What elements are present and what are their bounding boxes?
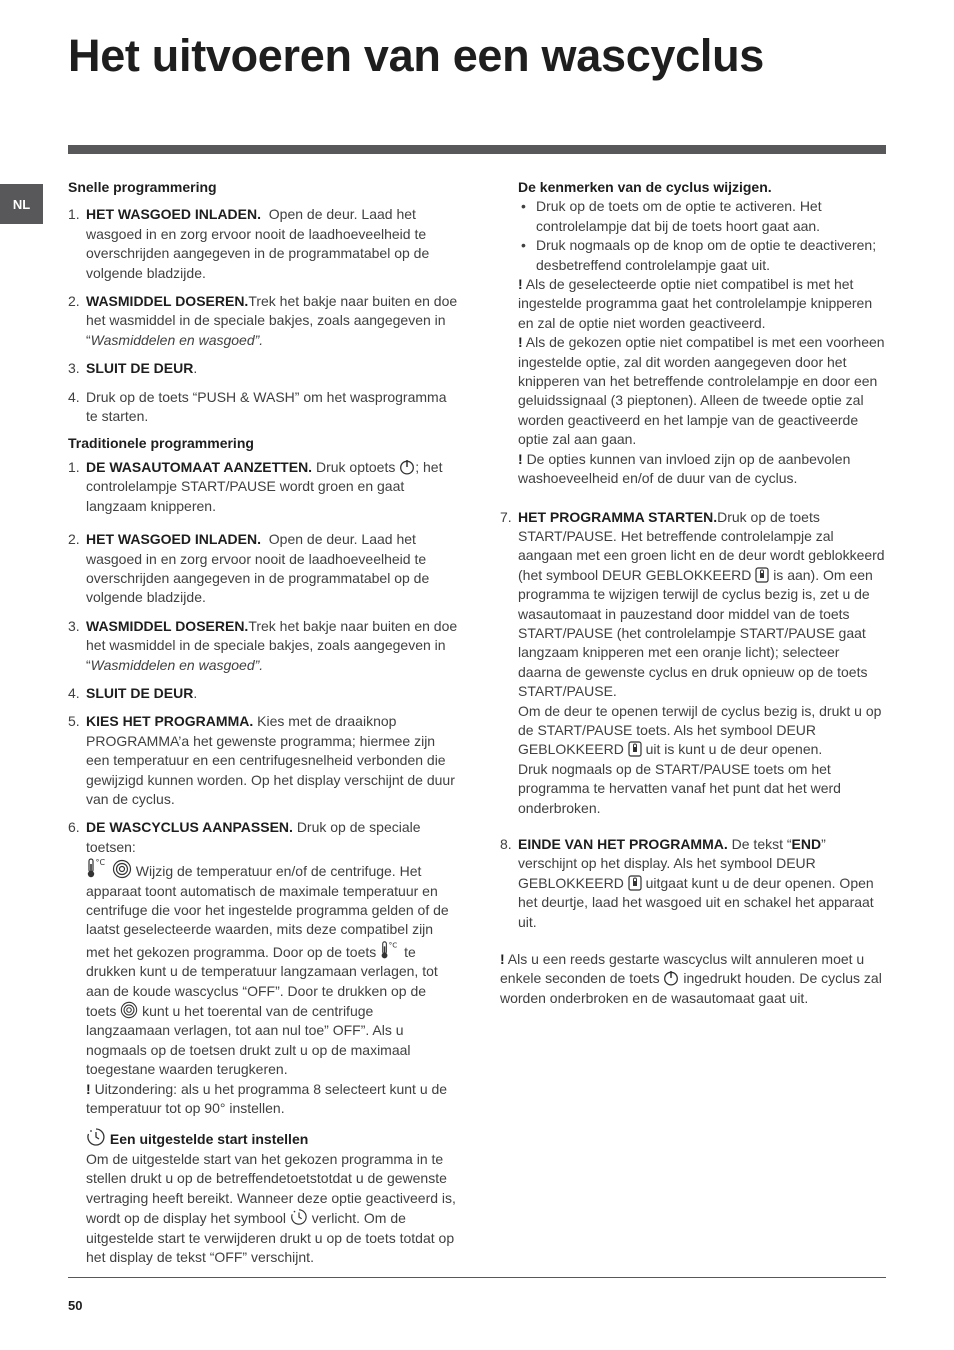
step-text: kunt u het toerental van de centrifuge langzaamaan verlagen, tot aan nul toe” OFF”. Als u nogmaals op de toetsen drukt zult u op de maximaal toegestane waarden terugkeren. — [86, 1003, 411, 1078]
door-lock-icon — [628, 741, 642, 757]
list-item — [68, 388, 458, 427]
temperature-icon — [380, 940, 400, 960]
step-key: DE WASCYCLUS AANPASSEN. — [86, 819, 293, 836]
delay-timer-icon — [290, 1208, 308, 1226]
step-number: 2. — [68, 293, 80, 310]
delayed-start-heading: Een uitgestelde start instellen — [109, 1131, 309, 1148]
bullet-text: Druk nogmaals op de knop om de optie te deactiveren; desbetreffend controlelampje gaat uit. — [536, 237, 877, 273]
step-text: Druk op de speciale toetsen: — [86, 819, 421, 855]
step-text: Uitzondering: als u het programma 8 selecteert kunt u de temperatuur tot op 90° instellen. — [86, 1080, 448, 1117]
warning-mark: ! — [518, 334, 523, 351]
step-text: Druk optoets — [315, 458, 396, 475]
delayed-start-text: Om de uitgestelde start van het gekozen programma in te stellen drukt u op de betreffendetoetstotdat u de gewenste vertraging heeft bereikt. Wanneer deze optie geactiveerd is, wordt op de display het symbool — [86, 1150, 456, 1227]
step-text: Open de deur. Laad het wasgoed in en zorg ervoor nooit de laadhoeveelheid te overschrijden aangegeven in de programmatabel op de volgende bladzijde. — [86, 206, 430, 281]
step-key: WASMIDDEL DOSEREN. — [86, 617, 249, 634]
warning-note — [518, 333, 886, 449]
step-text: uitgaat kunt u de deur openen. Open het deurtje, laad het wasgoed uit en schakel het apparaat uit. — [518, 874, 874, 930]
step-text: ” verschijnt op het display. Als het symbool DEUR GEBLOKKEERD — [518, 836, 826, 891]
step-text: ; het controlelampje START/PAUSE wordt groen en gaat langzaam knipperen. — [86, 458, 443, 514]
step-text: Open de deur. Laad het wasgoed in en zorg ervoor nooit de laadhoeveelheid te overschrijden aangegeven in de programmatabel op de volgende bladzijde. — [86, 531, 430, 606]
step-number: 1. — [68, 458, 80, 475]
warning-text: Als de geselecteerde optie niet compatibel is met het ingestelde programma gaat het controlelampje knipperen en zal de optie niet worden geactiveerd. — [518, 276, 873, 331]
step-text: Om de deur te openen terwijl de cyclus bezig is, drukt u op de START/PAUSE toets. Als het symbool DEUR GEBLOKKEERD — [518, 702, 882, 758]
list-item — [68, 818, 458, 1118]
end-text: END — [791, 836, 822, 852]
step-key: SLUIT DE DEUR — [86, 360, 194, 377]
list-item — [518, 236, 886, 275]
step-text: De tekst “ — [731, 836, 792, 852]
power-icon — [399, 459, 415, 475]
list-item — [68, 292, 458, 350]
step-text: te drukken kunt u de temperatuur langzamaan verlagen, tot aan de koude wascyclus “OFF”. Door te drukken op de toets — [86, 943, 438, 1020]
step-key: SLUIT DE DEUR — [86, 684, 194, 701]
list-item — [68, 359, 458, 378]
quick-programming-heading: Snelle programmering — [68, 179, 217, 195]
step-text: Trek het bakje naar buiten en doe het wasmiddel in de speciale bakjes, zoals aangegeven in “ — [86, 293, 458, 348]
step-key: HET WASGOED INLADEN. — [86, 531, 262, 548]
step-number: 1. — [68, 206, 80, 223]
right-steps-list — [500, 508, 886, 933]
step-key: DE WASAUTOMAAT AANZETTEN. — [86, 458, 313, 475]
list-item — [500, 508, 886, 819]
step-text: uit is kunt u de deur openen. — [645, 741, 823, 758]
warning-text: Als de gekozen optie niet compatibel is met een voorheen ingestelde optie, zal dit worden aangegeven door het knipperen van het betreffende controlelampje en door een geluidssignaal (3 pieptonen). Alleen de tweede optie zal worden geactiveerd en het lampje van de geactiveerde optie zal aan gaan. — [518, 334, 885, 448]
spin-icon — [120, 1001, 138, 1019]
warning-note — [518, 275, 886, 333]
step-reference: Wasmiddelen en wasgoed”. — [90, 656, 264, 673]
list-item — [68, 617, 458, 675]
page-number: 50 — [68, 1298, 83, 1313]
step-number: 3. — [68, 617, 80, 634]
list-item — [68, 530, 458, 608]
step-text: Druk nogmaals op de START/PAUSE toets om het programma te hervatten vanaf het punt dat het werd onderbroken. — [518, 760, 841, 816]
list-item — [518, 197, 886, 236]
step-text: Kies met de draaiknop PROGRAMMA’a het gewenste programma; hiermee zijn een temperatuur en een centrifugesnelheid verbonden die gewijzigd kunnen worden. Op het display verschijnt de duur van de cyclus. — [86, 713, 455, 807]
bullet: • — [521, 198, 526, 215]
delay-timer-icon — [86, 1127, 106, 1147]
left-column — [68, 178, 458, 1267]
step-reference: Wasmiddelen en wasgoed”. — [90, 331, 264, 348]
warning-note — [518, 450, 886, 489]
list-item — [500, 835, 886, 932]
spin-icon — [112, 859, 132, 879]
list-item — [68, 205, 458, 283]
warning-mark: ! — [500, 951, 505, 968]
warning-text: De opties kunnen van invloed zijn op de aanbevolen washoeveelheid en/of de duur van de cyclus. — [518, 450, 851, 487]
options-section — [500, 178, 886, 489]
list-item — [68, 458, 458, 516]
step-number: 4. — [68, 684, 80, 701]
title-divider-bar — [68, 145, 886, 154]
bullet: • — [521, 237, 526, 254]
step-text: . — [193, 684, 198, 701]
step-key: WASMIDDEL DOSEREN. — [86, 293, 249, 310]
step-key: KIES HET PROGRAMMA. — [86, 713, 254, 730]
delayed-start-text: verlicht. Om de uitgestelde start te verwijderen drukt u op de toets totdat op het display de tekst “OFF” verschijnt. — [86, 1210, 455, 1265]
power-icon — [663, 970, 679, 986]
warning-mark: ! — [518, 450, 523, 467]
list-item — [68, 712, 458, 809]
options-bullet-list — [518, 197, 886, 275]
step-key: HET WASGOED INLADEN. — [86, 206, 262, 223]
step-text: Druk op de toets START/PAUSE. Het betreffende controlelampje zal aangaan met een groen licht en de deur wordt geblokkeerd (het symbool DEUR GEBLOKKEERD — [518, 508, 885, 583]
step-text: Druk op de toets “PUSH & WASH” om het wasprogramma te starten. — [86, 388, 447, 425]
footer-divider — [68, 1277, 886, 1278]
step-key: HET PROGRAMMA STARTEN. — [518, 508, 718, 525]
step-key: EINDE VAN HET PROGRAMMA. — [518, 836, 728, 852]
step-text: is aan). Om een programma te wijzigen terwijl de cyclus bezig is, zet u de wasautomaat in pauzestand door middel van de toets START/PAUSE (het controlelampje START/PAUSE gaat langzaam knipperen met een oranje licht); selecteer daarna de gewenste cyclus en druk opnieuw op de toets START/PAUSE. — [518, 566, 873, 700]
step-number: 5. — [68, 713, 80, 730]
delayed-start-section — [68, 1127, 458, 1267]
step-text: Wijzig de temperatuur en/of de centrifuge. Het apparaat toont automatisch de maximale temperatuur en centrifuge die voor het ingestelde programma gelden of de laatst geselecteerde waarden, mits deze compatibel zijn met het gekozen programma. Door op de toets — [86, 863, 449, 960]
svg-text:°C: °C — [95, 858, 106, 868]
traditional-steps-list — [68, 458, 458, 1119]
temperature-icon — [86, 857, 108, 879]
delayed-start-heading-row — [86, 1127, 458, 1149]
cancel-text: Als u een reeds gestarte wascyclus wilt annuleren moet u enkele seconden de toets — [500, 951, 865, 987]
options-heading: De kenmerken van de cyclus wijzigen. — [518, 179, 772, 195]
step-number: 4. — [68, 388, 80, 405]
right-column — [500, 178, 886, 1008]
step-number: 3. — [68, 360, 80, 377]
warning-mark: ! — [86, 1080, 91, 1097]
traditional-programming-heading: Traditionele programmering — [68, 435, 254, 452]
warning-mark: ! — [518, 276, 523, 293]
cancel-note — [500, 950, 886, 1008]
quick-steps-list — [68, 205, 458, 426]
svg-text:°C: °C — [388, 940, 398, 950]
step-number: 8. — [500, 836, 512, 852]
step-text: Trek het bakje naar buiten en doe het wasmiddel in de speciale bakjes, zoals aangegeven in “ — [86, 617, 458, 673]
door-lock-icon — [755, 567, 769, 583]
step-number: 2. — [68, 531, 80, 548]
bullet-text: Druk op de toets om de optie te activeren. Het controlelampje dat bij de toets hoort gaat aan. — [536, 198, 822, 234]
step-text: . — [193, 360, 198, 377]
step-number: 7. — [500, 508, 512, 525]
door-lock-icon — [628, 875, 642, 891]
page-title: Het uitvoeren van een wascyclus — [68, 30, 765, 81]
cancel-text: ingedrukt houden. De cyclus zal worden onderbroken en de wasautomaat gaat uit. — [500, 970, 882, 1006]
list-item — [68, 684, 458, 703]
step-number: 6. — [68, 819, 80, 836]
language-tab: NL — [0, 184, 43, 224]
